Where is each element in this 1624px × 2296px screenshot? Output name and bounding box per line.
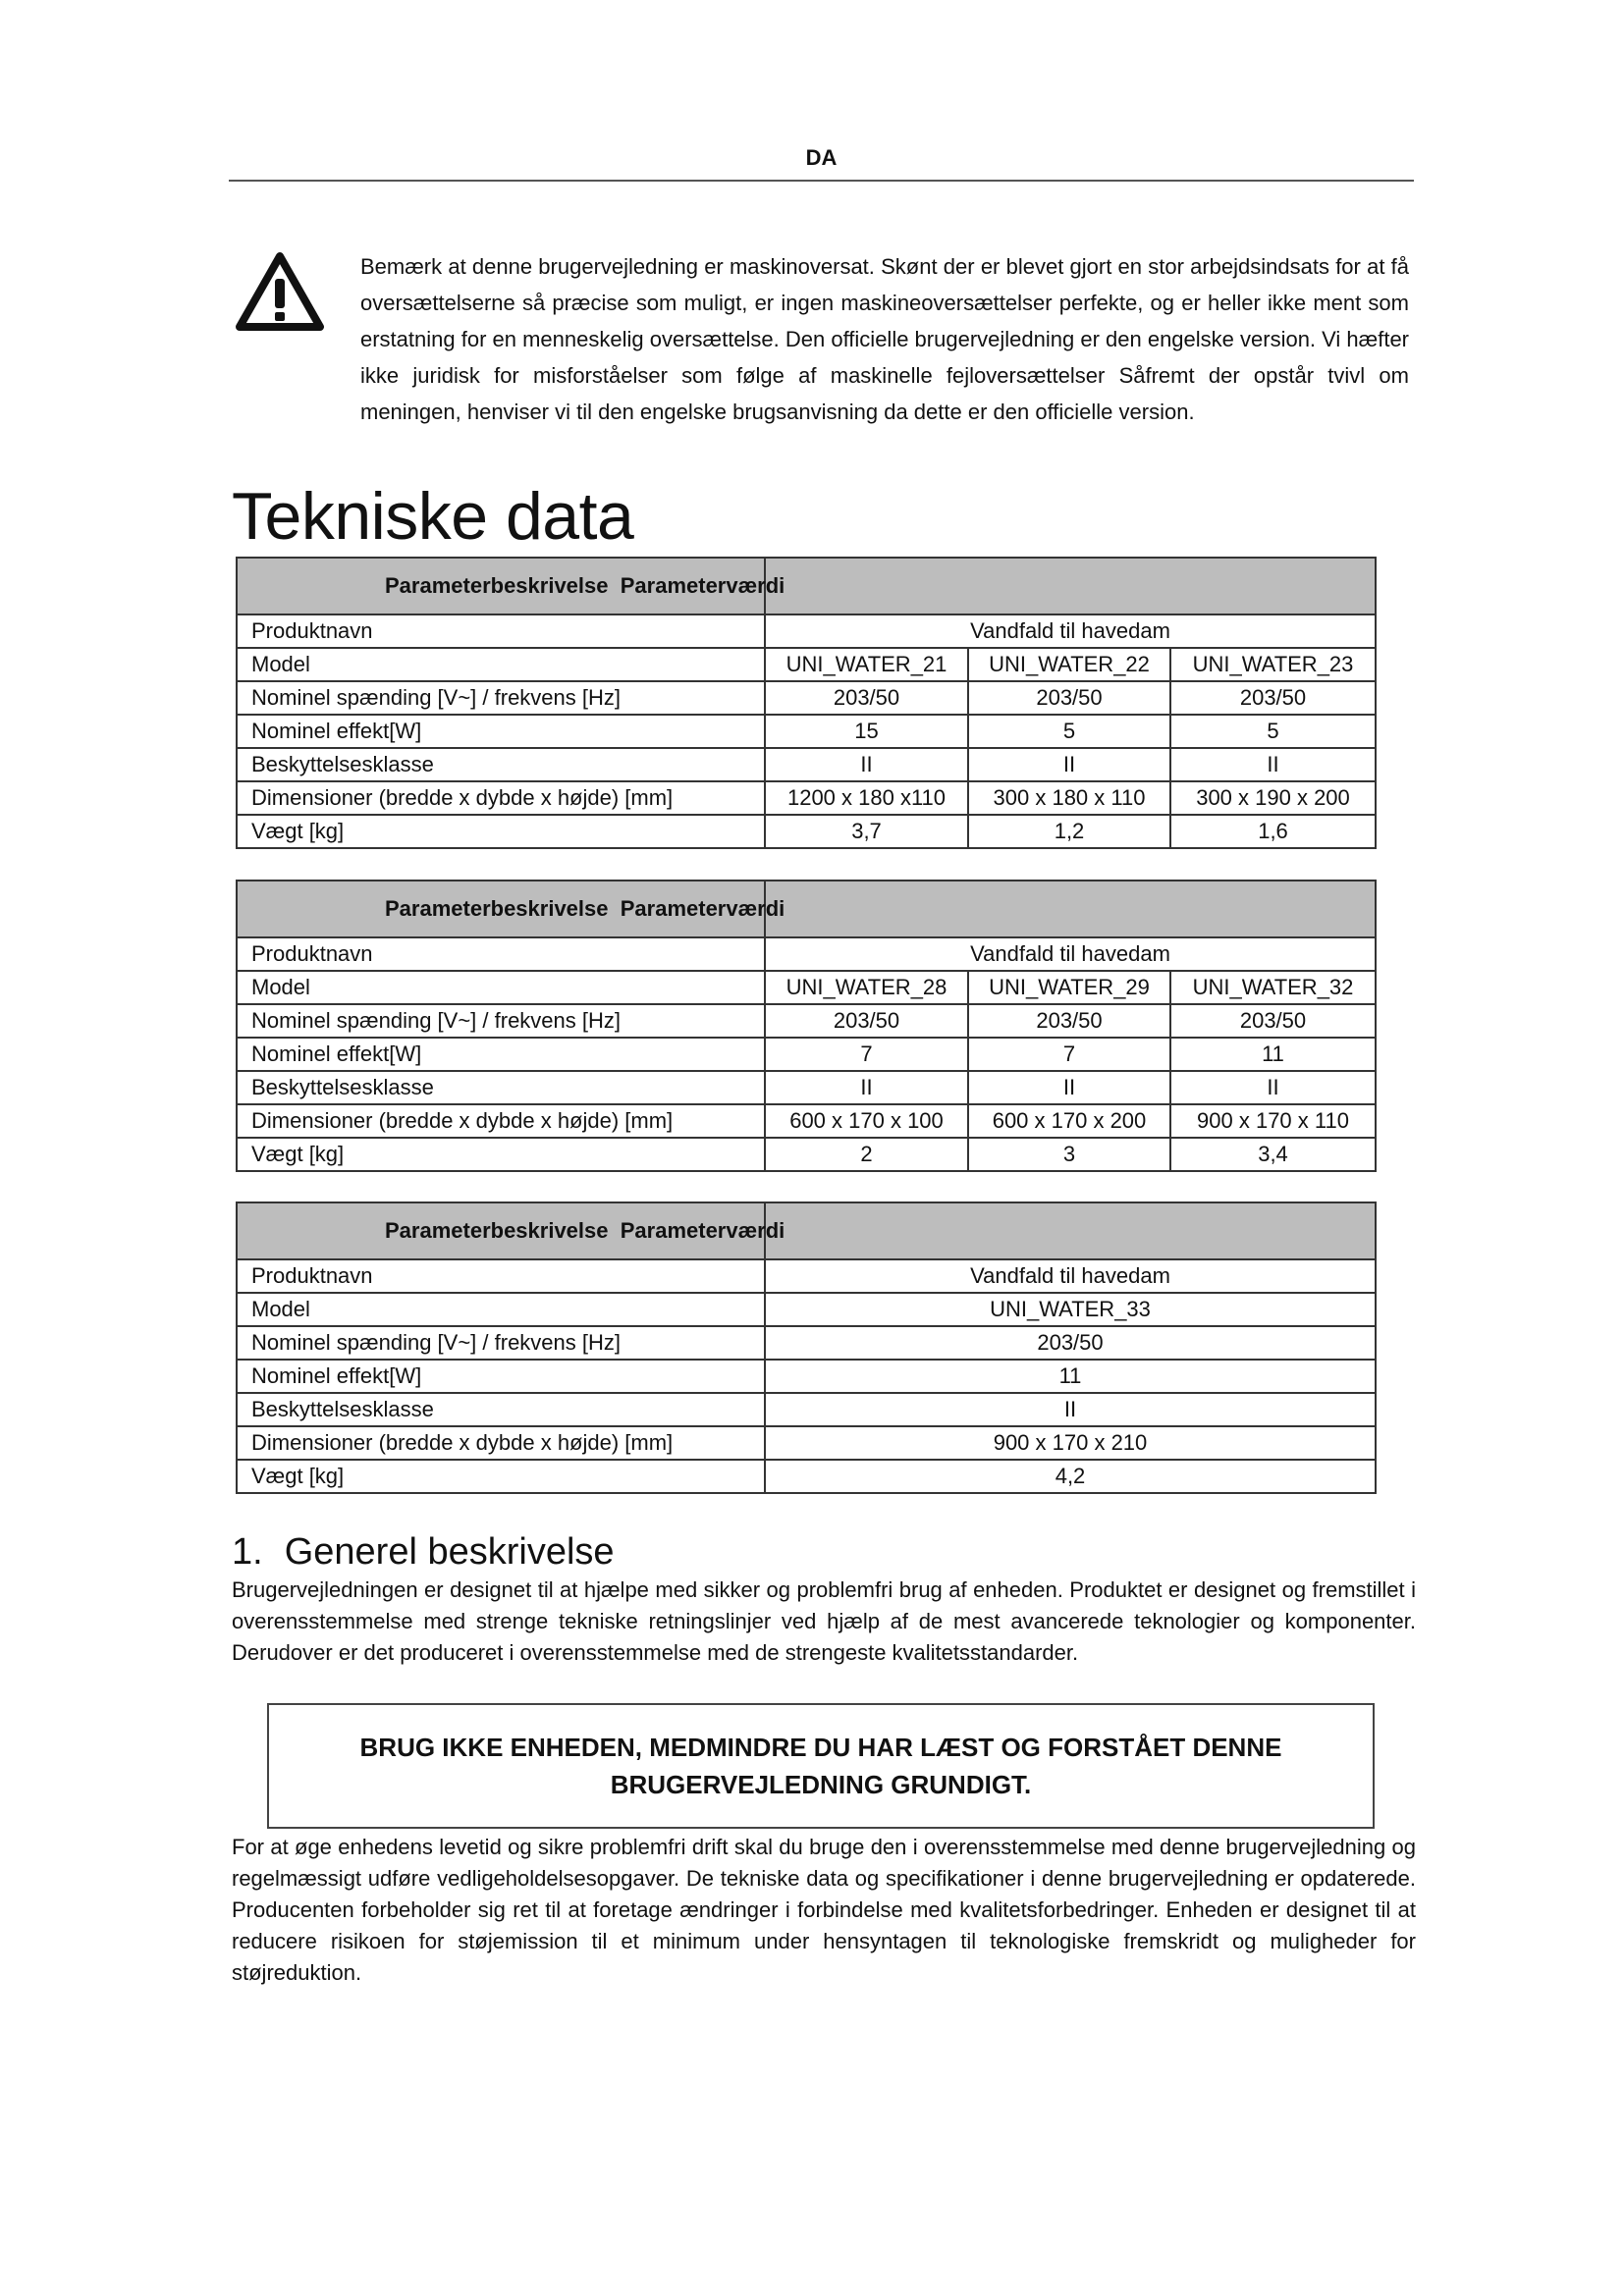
voltage-cell: 203/50 — [765, 681, 968, 715]
product-name: Vandfald til havedam — [765, 1259, 1376, 1293]
spec-table-3 — [236, 1201, 1377, 1494]
row-label: Nominel spænding [V~] / frekvens [Hz] — [237, 1004, 765, 1038]
voltage-cell: 203/50 — [968, 1004, 1170, 1038]
language-code: DA — [805, 145, 838, 170]
table-header-row — [237, 558, 1376, 614]
table-row — [237, 715, 1376, 748]
voltage-cell: 203/50 — [765, 1326, 1376, 1360]
table-row — [237, 648, 1376, 681]
protection-cell: II — [765, 1393, 1376, 1426]
table-row — [237, 815, 1376, 848]
weight-cell: 3,7 — [765, 815, 968, 848]
model-cell: UNI_WATER_29 — [968, 971, 1170, 1004]
table-row — [237, 1004, 1376, 1038]
row-label: Dimensioner (bredde x dybde x højde) [mm] — [237, 781, 765, 815]
weight-cell: 3,4 — [1170, 1138, 1376, 1171]
dimensions-cell: 300 x 180 x 110 — [968, 781, 1170, 815]
protection-cell: II — [968, 748, 1170, 781]
table-header-cell — [237, 1202, 785, 1259]
table-row — [237, 748, 1376, 781]
warning-line-1: BRUG IKKE ENHEDEN, MEDMINDRE DU HAR LÆST OG FORSTÅET DENNE — [359, 1733, 1282, 1762]
header-param-value: Parameterværdi — [620, 1218, 785, 1243]
voltage-cell: 203/50 — [765, 1004, 968, 1038]
section-title: Generel beskrivelse — [284, 1531, 615, 1573]
model-cell: UNI_WATER_23 — [1170, 648, 1376, 681]
spec-table-1 — [236, 557, 1377, 849]
weight-cell: 3 — [968, 1138, 1170, 1171]
row-label: Nominel effekt[W] — [237, 715, 765, 748]
read-manual-warning-box — [267, 1703, 1375, 1829]
table-header-row — [237, 881, 1376, 937]
dimensions-cell: 600 x 170 x 100 — [765, 1104, 968, 1138]
model-cell: UNI_WATER_33 — [765, 1293, 1376, 1326]
general-description-paragraph: Brugervejledningen er designet til at hjælpe med sikker og problemfri brug af enheden. Produktet er designet og fremstillet i overensstemmelse med strenge tekniske retningslinjer ved hjælp af de mest avancerede teknologier og komponenter. Derudover er det produceret i overensstemmelse med de strengeste kvalitetsstandarder. — [232, 1577, 1416, 1665]
row-label: Dimensioner (bredde x dybde x højde) [mm] — [237, 1104, 765, 1138]
page-header — [229, 143, 1414, 182]
spec-table-2 — [236, 880, 1377, 1172]
row-label: Vægt [kg] — [237, 1138, 765, 1171]
protection-cell: II — [765, 748, 968, 781]
model-cell: UNI_WATER_32 — [1170, 971, 1376, 1004]
header-param-description: Parameterbeskrivelse — [385, 1218, 609, 1243]
power-cell: 5 — [968, 715, 1170, 748]
model-cell: UNI_WATER_22 — [968, 648, 1170, 681]
weight-cell: 4,2 — [765, 1460, 1376, 1493]
row-label: Beskyttelsesklasse — [237, 1071, 765, 1104]
row-label: Nominel spænding [V~] / frekvens [Hz] — [237, 681, 765, 715]
row-label: Vægt [kg] — [237, 1460, 765, 1493]
machine-translation-notice: Bemærk at denne brugervejledning er maskinoversat. Skønt der er blevet gjort en stor arbejdsindsats for at få oversættelserne så præcise som muligt, er ingen maskineoversættelser perfekte, og er heller ikke ment som erstatning for en menneskelig oversættelse. Den officielle brugervejledning er den engelske version. Vi hæfter ikke juridisk for misforståelser som følge af maskinelle fejloversættelser Såfremt der opstår tvivl om meningen, henviser vi til den engelske brugsanvisning da dette er den officielle version. — [360, 254, 1410, 424]
voltage-cell: 203/50 — [968, 681, 1170, 715]
product-name: Vandfald til havedam — [765, 614, 1376, 648]
header-param-value: Parameterværdi — [620, 896, 785, 921]
table-row — [237, 681, 1376, 715]
dimensions-cell: 300 x 190 x 200 — [1170, 781, 1376, 815]
power-cell: 5 — [1170, 715, 1376, 748]
row-label: Beskyttelsesklasse — [237, 748, 765, 781]
header-param-description: Parameterbeskrivelse — [385, 573, 609, 598]
dimensions-cell: 900 x 170 x 110 — [1170, 1104, 1376, 1138]
table-header-cell — [237, 558, 785, 614]
protection-cell: II — [968, 1071, 1170, 1104]
table-header-cell — [237, 881, 785, 937]
table-header-spacer — [765, 1202, 1376, 1259]
table-row — [237, 1293, 1376, 1326]
table-header-spacer — [765, 881, 1376, 937]
protection-cell: II — [1170, 1071, 1376, 1104]
warning-line-2: BRUGERVEJLEDNING GRUNDIGT. — [610, 1770, 1032, 1799]
model-cell: UNI_WATER_21 — [765, 648, 968, 681]
row-label: Nominel spænding [V~] / frekvens [Hz] — [237, 1326, 765, 1360]
table-row — [237, 1326, 1376, 1360]
weight-cell: 1,2 — [968, 815, 1170, 848]
row-label: Nominel effekt[W] — [237, 1360, 765, 1393]
product-name: Vandfald til havedam — [765, 937, 1376, 971]
power-cell: 11 — [765, 1360, 1376, 1393]
row-label: Beskyttelsesklasse — [237, 1393, 765, 1426]
table-row — [237, 1138, 1376, 1171]
power-cell: 15 — [765, 715, 968, 748]
warning-triangle-icon — [236, 251, 324, 332]
row-label: Model — [237, 971, 765, 1004]
row-label: Produktnavn — [237, 614, 765, 648]
table-row — [237, 1360, 1376, 1393]
power-cell: 11 — [1170, 1038, 1376, 1071]
table-row — [237, 781, 1376, 815]
section-number: 1. — [232, 1531, 263, 1573]
voltage-cell: 203/50 — [1170, 681, 1376, 715]
row-label: Produktnavn — [237, 937, 765, 971]
model-cell: UNI_WATER_28 — [765, 971, 968, 1004]
table-row — [237, 1071, 1376, 1104]
table-row — [237, 1104, 1376, 1138]
header-param-value: Parameterværdi — [620, 573, 785, 598]
page-title: Tekniske data — [232, 479, 634, 554]
protection-cell: II — [765, 1071, 968, 1104]
row-label: Nominel effekt[W] — [237, 1038, 765, 1071]
row-label: Produktnavn — [237, 1259, 765, 1293]
weight-cell: 1,6 — [1170, 815, 1376, 848]
row-label: Model — [237, 648, 765, 681]
table-row — [237, 1393, 1376, 1426]
table-header-row — [237, 1202, 1376, 1259]
weight-cell: 2 — [765, 1138, 968, 1171]
voltage-cell: 203/50 — [1170, 1004, 1376, 1038]
power-cell: 7 — [765, 1038, 968, 1071]
header-param-description: Parameterbeskrivelse — [385, 896, 609, 921]
dimensions-cell: 1200 x 180 x110 — [765, 781, 968, 815]
row-label: Dimensioner (bredde x dybde x højde) [mm] — [237, 1426, 765, 1460]
maintenance-paragraph: For at øge enhedens levetid og sikre problemfri drift skal du bruge den i overensstemmelse med denne brugervejledning og regelmæssigt udføre vedligeholdelsesopgaver. De tekniske data og specifikationer i denne brugervejledning er opdaterede. Producenten forbeholder sig ret til at foretage ændringer i forbindelse med kvalitetsforbedringer. Enheden er designet til at reducere risikoen for støjemission til et minimum under hensyntagen til teknologiske fremskridt og muligheder for støjreduktion. — [232, 1835, 1416, 1985]
table-row — [237, 1426, 1376, 1460]
protection-cell: II — [1170, 748, 1376, 781]
row-label: Vægt [kg] — [237, 815, 765, 848]
table-row — [237, 937, 1376, 971]
dimensions-cell: 600 x 170 x 200 — [968, 1104, 1170, 1138]
table-row — [237, 1259, 1376, 1293]
table-header-spacer — [765, 558, 1376, 614]
section-heading — [232, 1527, 615, 1576]
dimensions-cell: 900 x 170 x 210 — [765, 1426, 1376, 1460]
row-label: Model — [237, 1293, 765, 1326]
table-row — [237, 614, 1376, 648]
table-row — [237, 1038, 1376, 1071]
table-row — [237, 971, 1376, 1004]
power-cell: 7 — [968, 1038, 1170, 1071]
table-row — [237, 1460, 1376, 1493]
